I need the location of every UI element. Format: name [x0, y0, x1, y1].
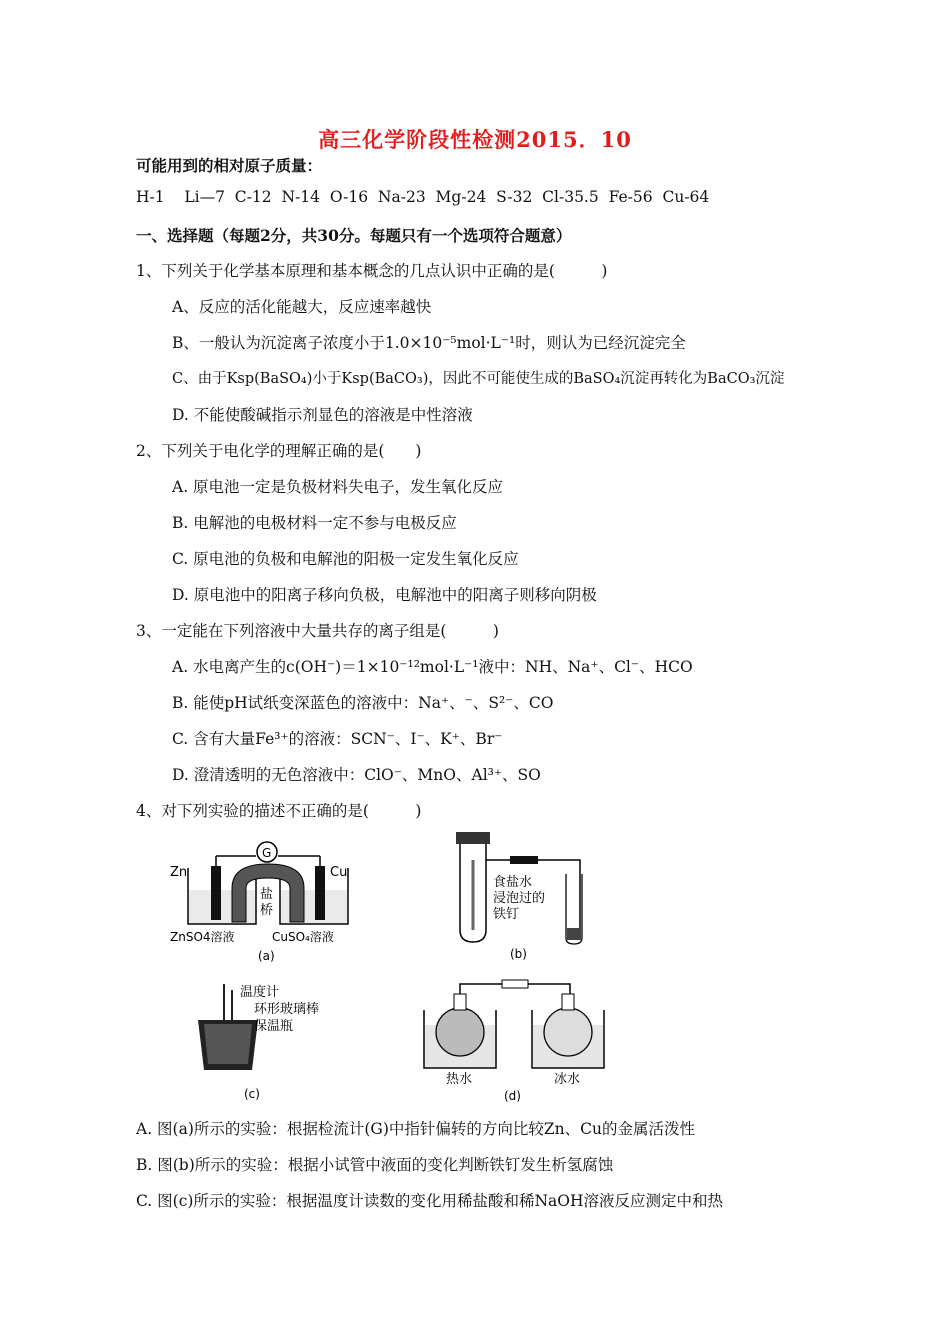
svg-text:温度计: 温度计 [240, 985, 280, 1000]
figure-b-nail-corrosion [448, 830, 608, 965]
q3-option-d: D. 澄清透明的无色溶液中：ClO⁻、MnO、Al³⁺、SO [172, 766, 541, 784]
q4-option-c: C. 图(c)所示的实验：根据温度计读数的变化用稀盐酸和稀NaOH溶液反应测定中和热 [136, 1192, 723, 1210]
svg-text:桥: 桥 [260, 903, 274, 918]
q3-option-b: B. 能使pH试纸变深蓝色的溶液中：Na⁺、⁻、S²⁻、CO [172, 694, 554, 712]
cu-electrode [315, 866, 325, 920]
atomic-mass-heading: 可能用到的相对原子质量： [136, 156, 323, 175]
q2-option-a: A. 原电池一定是负极材料失电子，发生氧化反应 [172, 478, 504, 496]
zn-electrode [211, 866, 221, 920]
figure-d-equilibrium-flasks [420, 970, 610, 1105]
q1-option-d: D. 不能使酸碱指示剂显色的溶液是中性溶液 [172, 406, 473, 424]
svg-text:环形玻璃棒: 环形玻璃棒 [254, 1002, 320, 1017]
figure-a-galvanic-cell [168, 838, 368, 968]
figure-c-caption: (c) [244, 1087, 260, 1101]
figure-c-calorimeter [192, 980, 372, 1105]
figure-b-caption: (b) [510, 947, 527, 961]
svg-text:盐: 盐 [260, 887, 274, 902]
q4-option-a: A. 图(a)所示的实验：根据检流计(G)中指针偏转的方向比较Zn、Cu的金属活泼性 [136, 1120, 695, 1138]
atomic-mass-list: H-1 Li—7 C-12 N-14 O-16 Na-23 Mg-24 S-32 Cl-35.5 Fe-56 Cu-64 [136, 188, 710, 206]
cu-label: Cu [330, 865, 348, 880]
q2-option-d: D. 原电池中的阳离子移向负极，电解池中的阳离子则移向阴极 [172, 586, 597, 604]
q3-option-a: A. 水电离产生的c(OH⁻)＝1×10⁻¹²mol·L⁻¹液中：NH、Na⁺、Cl⁻、HCO [172, 658, 693, 676]
cuso4-label: CuSO₄溶液 [272, 930, 334, 944]
figure-a-caption: (a) [258, 949, 275, 963]
q3-option-c: C. 含有大量Fe³⁺的溶液：SCN⁻、I⁻、K⁺、Br⁻ [172, 730, 503, 748]
zn-label: Zn [170, 865, 188, 880]
q2-stem: 2、下列关于电化学的理解正确的是( ) [136, 442, 422, 460]
svg-text:食盐水: 食盐水 [493, 875, 533, 890]
znso4-label: ZnSO4溶液 [170, 930, 235, 944]
q1-option-b: B、一般认为沉淀离子浓度小于1.0×10⁻⁵mol·L⁻¹时，则认为已经沉淀完全 [172, 334, 686, 352]
svg-text:热水: 热水 [446, 1072, 473, 1087]
svg-text:铁钉: 铁钉 [493, 907, 520, 922]
figure-d-caption: (d) [504, 1089, 521, 1103]
q4-stem: 4、对下列实验的描述不正确的是( ) [136, 802, 422, 820]
q2-option-b: B. 电解池的电极材料一定不参与电极反应 [172, 514, 457, 532]
q3-stem: 3、一定能在下列溶液中大量共存的离子组是( ) [136, 622, 499, 640]
q4-option-b: B. 图(b)所示的实验：根据小试管中液面的变化判断铁钉发生析氢腐蚀 [136, 1156, 614, 1174]
q1-option-a: A、反应的活化能越大，反应速率越快 [172, 298, 432, 316]
page-title: 高三化学阶段性检测2015．10 [318, 127, 632, 152]
svg-text:冰水: 冰水 [554, 1072, 581, 1087]
svg-text:浸泡过的: 浸泡过的 [493, 891, 546, 906]
q1-option-c: C、由于Ksp(BaSO₄)小于Ksp(BaCO₃)，因此不可能使生成的BaSO₄沉淀再转化为BaCO₃沉淀 [172, 371, 785, 387]
section-heading: 一、选择题（每题2分，共30分。每题只有一个选项符合题意） [136, 226, 572, 245]
galvanometer-label: G [262, 846, 272, 860]
svg-text:保温瓶: 保温瓶 [254, 1019, 294, 1034]
q1-stem: 1、下列关于化学基本原理和基本概念的几点认识中正确的是( ) [136, 262, 608, 280]
q2-option-c: C. 原电池的负极和电解池的阳极一定发生氧化反应 [172, 550, 519, 568]
